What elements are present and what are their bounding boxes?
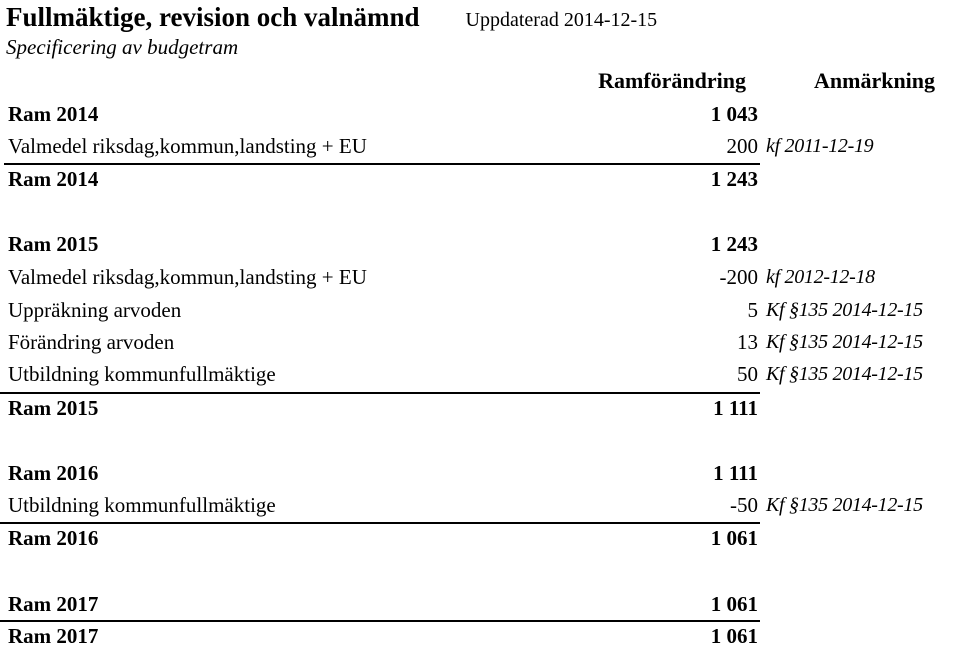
row-amount: -50 (730, 493, 758, 517)
row-amount: 1 111 (713, 396, 758, 420)
row-label: Ram 2017 (8, 592, 99, 616)
table-row (0, 622, 960, 654)
row-label: Ram 2014 (8, 102, 99, 126)
row-amount: 50 (737, 362, 758, 386)
row-label: Ram 2016 (8, 461, 99, 485)
column-header-note: Anmärkning (814, 68, 936, 93)
row-label: Valmedel riksdag,kommun,landsting + EU (8, 265, 367, 289)
table-row (0, 132, 960, 164)
row-amount: 1 111 (713, 461, 758, 485)
table-row (0, 100, 960, 132)
table-row (0, 296, 960, 328)
table-row (0, 590, 960, 622)
row-amount: 13 (737, 330, 758, 354)
row-note: Kf §135 2014-12-15 (766, 363, 923, 385)
row-amount: 200 (726, 134, 758, 158)
row-label: Uppräkning arvoden (8, 298, 182, 322)
row-label: Ram 2016 (8, 526, 99, 550)
table-row (0, 394, 960, 426)
table-row (0, 263, 960, 295)
row-amount: 5 (747, 298, 758, 322)
row-label: Ram 2014 (8, 167, 99, 191)
row-note: kf 2011-12-19 (766, 135, 874, 157)
row-label: Valmedel riksdag,kommun,landsting + EU (8, 134, 367, 158)
table-row (0, 491, 960, 523)
row-label: Ram 2015 (8, 396, 99, 420)
row-amount: 1 043 (710, 102, 758, 126)
column-header-amount: Ramförändring (598, 68, 746, 93)
row-amount: 1 061 (710, 624, 758, 648)
page-subtitle: Specificering av budgetram (6, 35, 239, 59)
row-label: Utbildning kommunfullmäktige (8, 362, 276, 386)
page-title: Fullmäktige, revision och valnämnd (6, 2, 420, 32)
table-row (0, 328, 960, 360)
row-amount: 1 243 (710, 167, 758, 191)
row-label: Förändring arvoden (8, 330, 175, 354)
row-amount: 1 061 (710, 592, 758, 616)
title-row (6, 2, 657, 32)
table-row (0, 360, 960, 392)
table-row (0, 165, 960, 197)
row-note: Kf §135 2014-12-15 (766, 494, 923, 516)
row-label: Ram 2015 (8, 232, 99, 256)
row-amount: 1 243 (710, 232, 758, 256)
table-row (0, 524, 960, 556)
row-note: Kf §135 2014-12-15 (766, 331, 923, 353)
table-row (0, 230, 960, 262)
table-row (0, 459, 960, 491)
row-label: Utbildning kommunfullmäktige (8, 493, 276, 517)
row-note: Kf §135 2014-12-15 (766, 299, 923, 321)
row-note: kf 2012-12-18 (766, 266, 875, 288)
updated-date: Uppdaterad 2014-12-15 (465, 9, 658, 31)
row-amount: -200 (719, 265, 758, 289)
row-label: Ram 2017 (8, 624, 99, 648)
row-amount: 1 061 (710, 526, 758, 550)
